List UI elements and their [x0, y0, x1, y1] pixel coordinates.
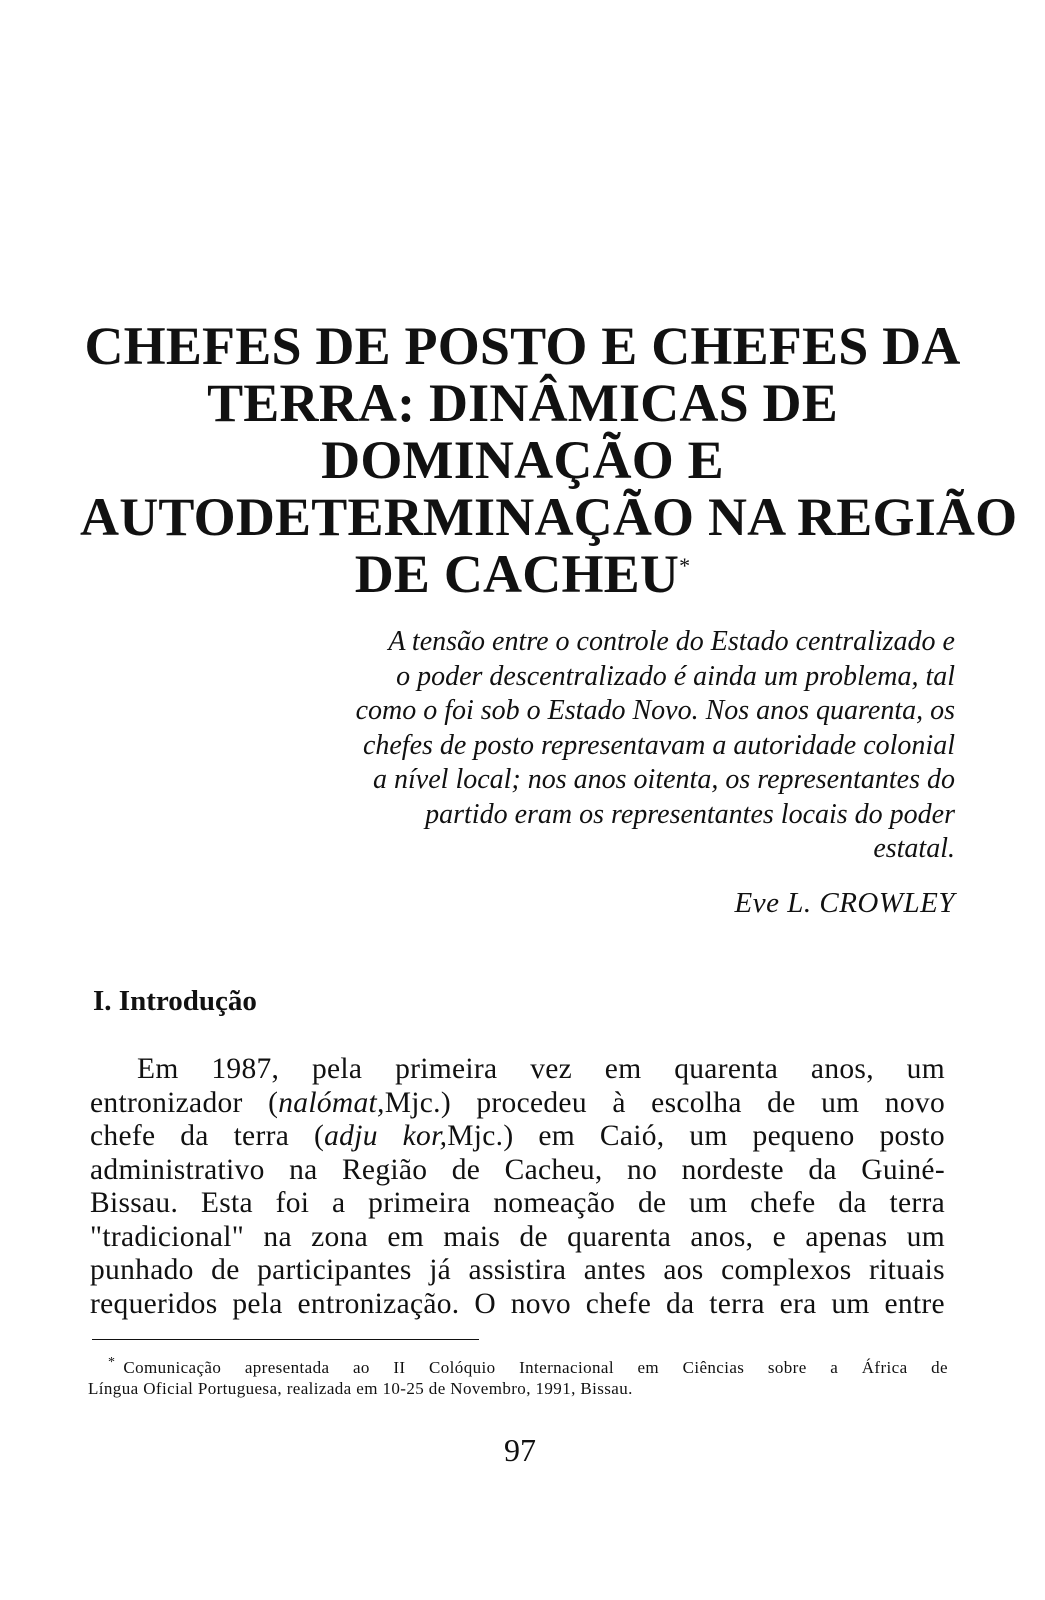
epigraph-line-7: estatal.: [873, 833, 955, 864]
footnote: [88, 1357, 948, 1399]
footnote-word-text: Colóquio: [429, 1358, 496, 1377]
body-word: punhado: [90, 1254, 194, 1286]
footnote-word: [683, 1357, 745, 1378]
author-name: Eve L. CROWLEY: [734, 887, 955, 919]
body-line-3: [90, 1120, 945, 1154]
word-part: entronizador: [90, 1086, 243, 1119]
body-word: [476, 1087, 587, 1121]
body-word: nomeação: [493, 1187, 616, 1219]
body-word: nordeste: [681, 1153, 784, 1186]
body-word: anos,: [690, 1220, 754, 1253]
title-line-2: TERRA: DINÂMICAS DE: [207, 373, 838, 433]
article-title: [80, 316, 1018, 604]
body-word: [314, 1120, 378, 1154]
word-part: (: [313, 1120, 325, 1152]
body-word: [600, 1120, 665, 1154]
body-word: complexos: [721, 1254, 852, 1286]
body-word: um: [689, 1187, 728, 1219]
footnote-word: [931, 1357, 948, 1378]
title-line-5: [80, 546, 965, 603]
body-word: foi: [275, 1187, 310, 1219]
footnote-word: [637, 1357, 659, 1378]
body-word: assistira: [468, 1254, 567, 1286]
body-word: de: [637, 1187, 667, 1219]
body-word: novo: [510, 1287, 571, 1320]
footnote-word-text: África: [861, 1358, 908, 1377]
footnote-marker: *: [108, 1355, 116, 1371]
word-part: escolha: [651, 1086, 742, 1119]
body-word: zona: [311, 1220, 369, 1253]
word-part: da: [180, 1120, 209, 1152]
body-word: "tradicional": [90, 1220, 245, 1253]
body-word: da: [808, 1153, 837, 1186]
word-part: em: [538, 1120, 575, 1152]
body-word: da: [838, 1187, 867, 1219]
body-line-4: [90, 1154, 945, 1188]
footnote-line-1: [88, 1357, 948, 1378]
footnote-word: [393, 1357, 405, 1378]
body-word: rituais: [869, 1254, 945, 1286]
body-word: [612, 1087, 625, 1121]
footnote-word: [862, 1357, 908, 1378]
title-line-3: DOMINAÇÃO E: [321, 430, 724, 490]
body-word: um: [906, 1053, 945, 1085]
body-word: em: [604, 1053, 642, 1085]
word-part: posto: [879, 1120, 945, 1152]
footnote-word-text: apresentada: [244, 1358, 330, 1377]
word-part: de: [767, 1086, 796, 1119]
body-word: chefe: [750, 1187, 816, 1219]
word-part: Caió,: [599, 1120, 665, 1152]
body-word: era: [779, 1287, 817, 1320]
footnote-word-text: ao: [352, 1358, 370, 1377]
word-part: novo: [884, 1086, 945, 1119]
body-line-2: [90, 1087, 945, 1121]
footnote-word-text: Ciências: [682, 1358, 745, 1377]
body-word: [879, 1120, 944, 1154]
body-word: a: [332, 1187, 346, 1219]
footnote-word: [353, 1357, 370, 1378]
body-word: de: [451, 1153, 481, 1186]
body-word: Esta: [200, 1187, 253, 1219]
body-word: 1987,: [211, 1053, 280, 1085]
epigraph-line-2: o poder descentralizado é ainda um problema, tal: [396, 660, 955, 692]
body-word: quarenta: [567, 1220, 672, 1253]
body-word: Cacheu,: [504, 1153, 603, 1186]
body-word: pela: [311, 1053, 363, 1085]
body-word: de: [519, 1220, 548, 1253]
body-word: antes: [583, 1254, 646, 1286]
body-word: [821, 1087, 859, 1121]
body-word: no: [627, 1153, 658, 1186]
epigraph-line-5: a nível local; nos anos oitenta, os representantes do: [373, 764, 955, 795]
body-line-8: [90, 1288, 945, 1322]
body-word: chefe: [585, 1287, 652, 1320]
italic-term: adju: [324, 1120, 378, 1152]
word-part: Mjc.): [447, 1120, 514, 1152]
title-line-1: CHEFES DE POSTO E CHEFES DA: [84, 316, 961, 376]
word-part: um: [821, 1086, 860, 1119]
body-word: administrativo: [90, 1153, 265, 1186]
footnote-word-text: Comunicação: [123, 1358, 222, 1377]
footnote-word: [88, 1357, 221, 1378]
body-word: [885, 1087, 945, 1121]
body-word: primeira: [395, 1053, 498, 1085]
body-word: pela: [232, 1287, 283, 1320]
body-word: entronização.: [297, 1287, 460, 1320]
body-word: [268, 1087, 451, 1121]
body-word: [753, 1120, 855, 1154]
body-word: mais: [443, 1220, 501, 1253]
footnote-word-text: Internacional: [519, 1358, 614, 1377]
body-word: [180, 1120, 208, 1154]
body-word: aos: [663, 1254, 704, 1286]
word-part: procedeu: [476, 1086, 587, 1119]
body-word: anos,: [810, 1053, 874, 1085]
body-word: na: [263, 1220, 292, 1253]
body-word: terra: [889, 1187, 945, 1219]
title-line-5-text: DE CACHEU: [354, 544, 680, 604]
title-line-4: AUTODETERMINAÇÃO NA REGIÃO: [80, 487, 1018, 547]
word-part: à: [612, 1086, 626, 1119]
body-paragraph: [90, 1053, 945, 1321]
word-part: (: [268, 1086, 279, 1119]
footnote-word: [245, 1357, 330, 1378]
body-word: terra: [709, 1287, 765, 1320]
body-word: [90, 1087, 243, 1121]
body-word: [767, 1087, 795, 1121]
body-word: entre: [884, 1287, 945, 1320]
page-number: 97: [504, 1432, 536, 1468]
body-line-7: [90, 1254, 945, 1288]
body-word: já: [429, 1254, 452, 1286]
word-part: pequeno: [752, 1120, 855, 1152]
body-word: O: [474, 1287, 496, 1320]
epigraph-line-6: partido eram os representantes locais do poder: [425, 798, 955, 830]
body-word: participantes: [257, 1254, 412, 1286]
footnote-word: [768, 1357, 807, 1378]
body-word: Guiné-: [861, 1153, 945, 1186]
body-word: Em: [137, 1053, 179, 1085]
footnote-word-text: em: [637, 1358, 660, 1377]
body-line-5: [90, 1187, 945, 1221]
body-word: [651, 1087, 742, 1121]
body-word: Região: [341, 1153, 428, 1186]
body-word: um: [831, 1287, 870, 1320]
italic-term: nalómat,: [278, 1086, 385, 1119]
body-word: Bissau.: [90, 1187, 179, 1219]
footnote-line-2: Língua Oficial Portuguesa, realizada em 10-25 de Novembro, 1991, Bissau.: [88, 1379, 633, 1398]
body-word: [90, 1120, 155, 1154]
word-part: terra: [233, 1120, 290, 1152]
body-word: [689, 1120, 727, 1154]
body-line-6: [90, 1221, 945, 1255]
italic-term: kor,: [402, 1120, 448, 1152]
epigraph-line-1: A tensão entre o controle do Estado centralizado e: [388, 626, 955, 657]
footnote-word-text: sobre: [767, 1358, 807, 1377]
title-footnote-marker: *: [679, 553, 691, 578]
body-word: [538, 1120, 575, 1154]
body-word: na: [289, 1153, 318, 1186]
body-word: vez: [530, 1053, 573, 1085]
body-word: [403, 1120, 514, 1154]
body-word: primeira: [368, 1187, 471, 1219]
footnote-divider: [92, 1339, 479, 1340]
word-part: chefe: [90, 1120, 156, 1152]
body-word: um: [906, 1220, 945, 1253]
body-word: de: [211, 1254, 240, 1286]
body-word: [234, 1120, 290, 1154]
footnote-word: [830, 1357, 838, 1378]
body-word: em: [387, 1220, 424, 1253]
word-part: um: [689, 1120, 728, 1152]
body-word: e: [772, 1220, 787, 1253]
word-part: Mjc.): [384, 1086, 451, 1119]
footnote-word-text: a: [830, 1358, 839, 1377]
body-word: quarenta: [674, 1053, 779, 1085]
epigraph-line-4: chefes de posto representavam a autoridade colonial: [362, 729, 955, 761]
body-line-1: [90, 1053, 945, 1087]
footnote-word: [429, 1357, 496, 1378]
footnote-word: [519, 1357, 614, 1378]
footnote-word-text: de: [931, 1358, 948, 1377]
body-word: da: [665, 1287, 695, 1320]
body-word: apenas: [805, 1220, 888, 1253]
body-word: requeridos: [90, 1287, 218, 1320]
epigraph-line-3: como o foi sob o Estado Novo. Nos anos quarenta, os: [355, 695, 955, 726]
section-heading: I. Introdução: [93, 985, 257, 1017]
epigraph: [150, 625, 955, 867]
footnote-word-text: II: [393, 1358, 406, 1377]
